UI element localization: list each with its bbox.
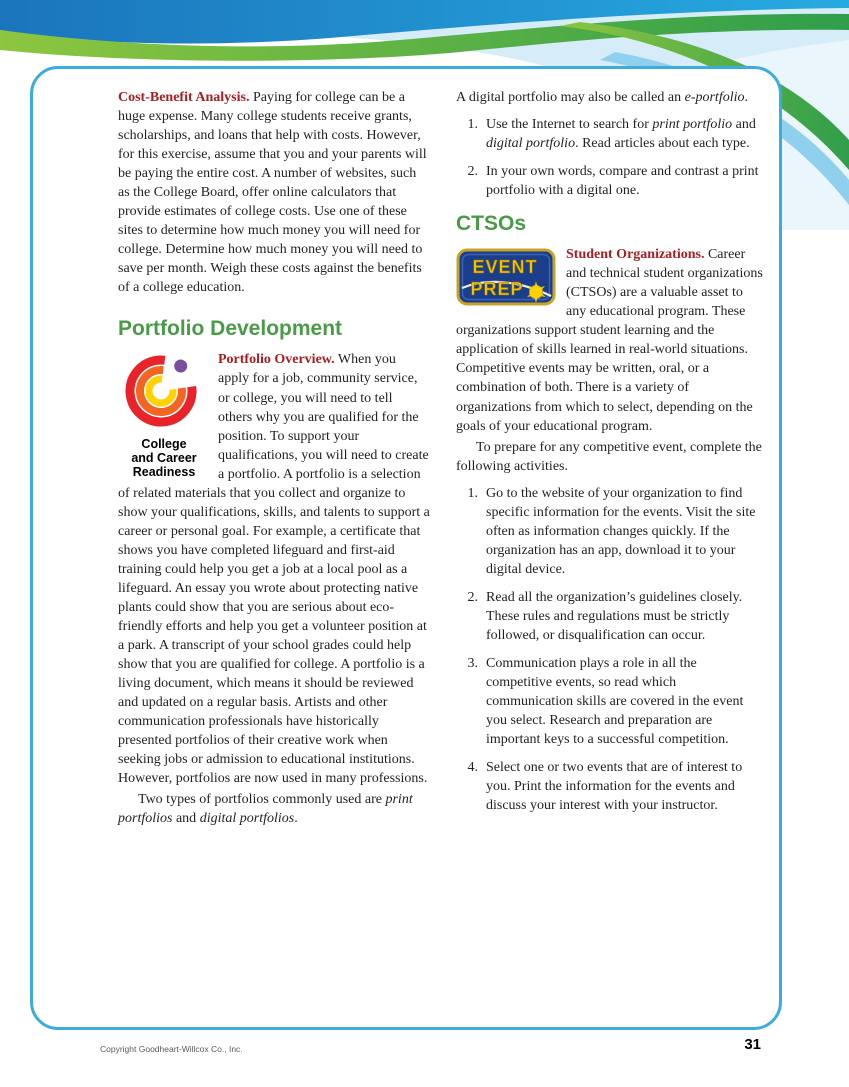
two-types-paragraph (118, 790, 430, 828)
list-item-text: Communication plays a role in all the competitive events, so read which communication skills are covered in the event you select. Research and preparation are important keys to a successful competition. (486, 655, 744, 747)
intro-post: . (744, 90, 748, 105)
ccr-caption-line3: Readiness (132, 465, 196, 480)
list-item (460, 484, 766, 579)
two-types-term2: digital portfolios (199, 811, 295, 827)
ccr-caption (118, 437, 210, 479)
portfolio-development-heading: Portfolio Development (118, 317, 343, 341)
right-column (456, 88, 766, 828)
eportfolio-intro-paragraph (456, 88, 766, 107)
ctso-activity-list (460, 484, 766, 816)
ctsos-heading: CTSOs (456, 212, 527, 236)
two-types-post: . (294, 811, 298, 827)
ccr-caption-line2: and Career (131, 451, 197, 466)
event-prep-badge-icon (456, 248, 556, 306)
list-item-number: 4. (467, 760, 478, 776)
list-item-number: 1. (467, 485, 478, 501)
intro-pre: A digital portfolio may also be called an (456, 90, 685, 105)
event-prep-text-line1: EVENT (472, 257, 538, 278)
student-organizations-block (456, 245, 766, 435)
portfolio-activity-list (460, 115, 766, 200)
list-item-number: 2. (467, 164, 478, 180)
two-types-mid: and (172, 811, 200, 827)
list-item (460, 162, 766, 200)
list-item-number: 1. (467, 117, 478, 133)
two-types-pre: Two types of portfolios commonly used are (138, 792, 386, 808)
list-item-text: Select one or two events that are of interest to you. Print the information for the events and discuss your interest with your instructor. (486, 760, 743, 814)
cost-benefit-paragraph (118, 88, 430, 297)
list-item-number: 2. (467, 589, 478, 605)
copyright-text: Copyright Goodheart-Willcox Co., Inc. (100, 1044, 243, 1054)
page-number: 31 (744, 1036, 761, 1053)
student-organizations-lead: Student Organizations. (566, 247, 705, 263)
intro-eportfolio-term: e-portfolio (684, 90, 745, 105)
portfolio-overview-body: When you apply for a job, community service, or college, you will need to tell others why you are qualified for the position. To support your qualifications, you will need to create a portfolio. A portfolio is a selection of related materials that you collect and organize to show your qualifications, skills, and talents to support a career or personal goal. For example, a certificate that shows you have completed lifeguard and first-aid training could help you get a job at a local pool as a lifeguard. An essay you wrote about protecting native plants could show that you are serious about eco-friendly efforts and help you get a volunteer position at a park. A transcript of your school grades could help show that you are qualified for college. A portfolio is a living document, which means it should be reviewed and updated on a regular basis. Artists and other communication professionals have historically presented portfolios of their creative work when seeking jobs or admission to educational institutions. However, portfolios are now used in many professions. (118, 352, 430, 787)
two-types-term1: print portfolios (118, 792, 413, 827)
item1-term2: digital portfolio (486, 136, 576, 152)
portfolio-overview-block (118, 350, 430, 788)
item1-post: . Read articles about each type. (575, 136, 750, 152)
list-item-text (486, 115, 766, 153)
prepare-paragraph: To prepare for any competitive event, complete the following activities. (456, 439, 762, 474)
cost-benefit-body: Paying for college can be a huge expense. Many college students receive grants, scholarships, and loans that help with costs. However, for this exercise, assume that you and your parents will be paying the entire cost. A number of websites, such as the College Board, offer online calculators that provide estimates of college costs. Use one of these sites to determine how much money you will need for college. Determine how much money you will need to save per month. Weigh these costs against the benefits of a college education. (118, 90, 427, 296)
list-item-text: Go to the website of your organization to find specific information for the events. Visit the site often as information changes quickly. If the organization has an app, download it to your digital device. (486, 485, 756, 577)
ccr-arcs-icon (121, 352, 207, 430)
college-career-readiness-logo (118, 352, 210, 479)
item1-pre: Use the Internet to search for (486, 117, 653, 133)
list-item (460, 654, 766, 749)
list-item (460, 588, 766, 645)
portfolio-overview-lead: Portfolio Overview. (218, 352, 335, 368)
list-item (460, 115, 766, 153)
list-item-text: Read all the organization’s guidelines closely. These rules and regulations must be strictly followed, or disqualification can occur. (486, 589, 743, 643)
list-item (460, 758, 766, 815)
list-item-text: In your own words, compare and contrast a print portfolio with a digital one. (486, 164, 759, 199)
event-prep-text-line2: PREP (470, 279, 524, 300)
item1-mid: and (732, 117, 756, 133)
left-column (118, 88, 430, 828)
cost-benefit-lead: Cost-Benefit Analysis. (118, 90, 250, 105)
list-item-number: 3. (467, 655, 478, 671)
student-organizations-body: Career and technical student organizations (CTSOs) are a valuable asset to any educational program. These organizations support student learning and the application of skills learned in real-world situations. Competitive events may be written, oral, or a combination of both. There is a variety of organizations from which to select, depending on the goals of your educational program. (456, 247, 763, 434)
ccr-caption-line1: College (141, 437, 187, 452)
two-column-content (118, 88, 766, 828)
item1-term1: print portfolio (652, 117, 733, 133)
